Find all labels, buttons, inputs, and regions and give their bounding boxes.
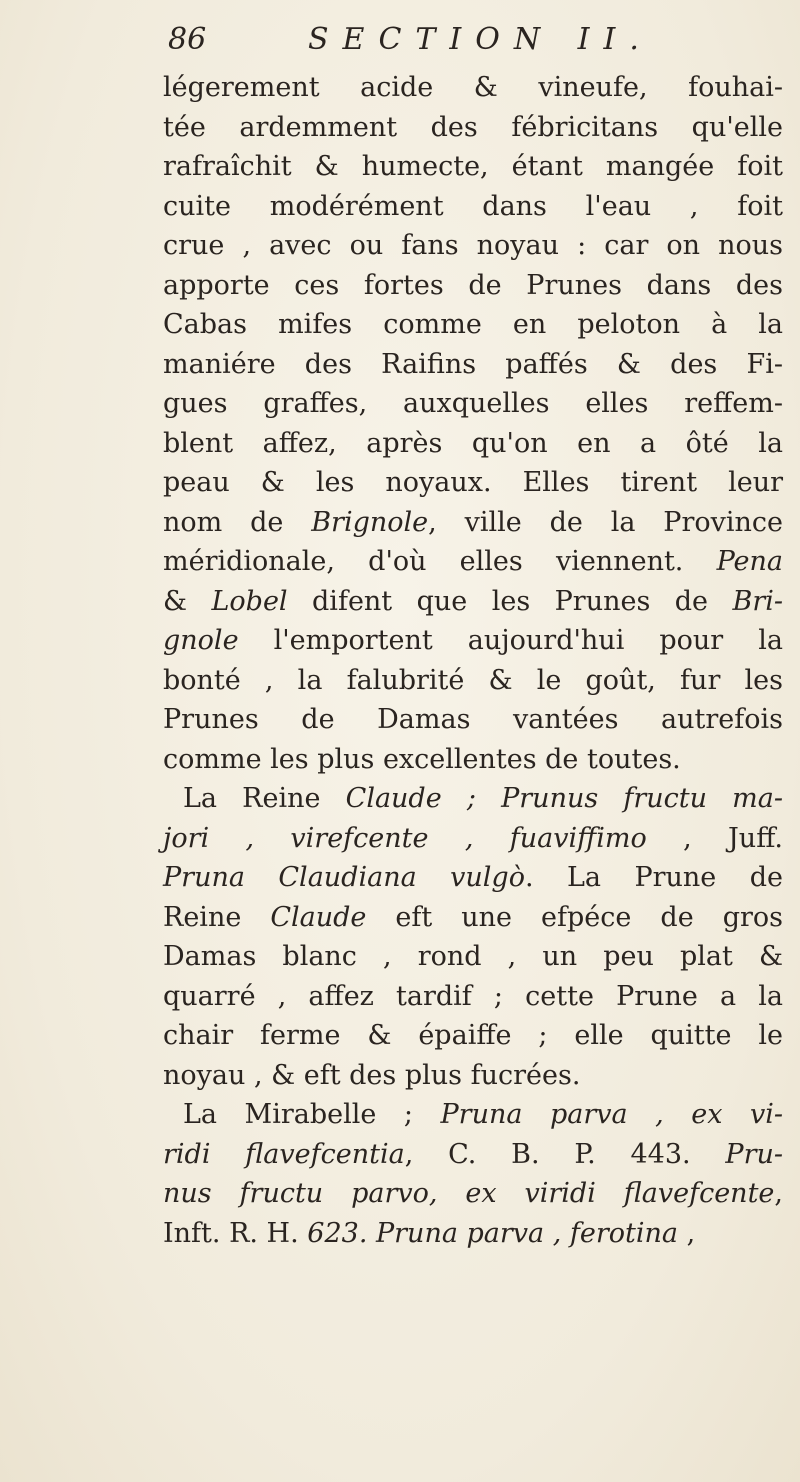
text-segment: quarré , affez tardif ; cette Prune a la bbox=[163, 980, 783, 1012]
text-segment: l'emportent aujourd'hui pour la bbox=[238, 625, 783, 656]
text-line bbox=[163, 1016, 783, 1056]
text-segment: blent affez, après qu'on en a ôté la bbox=[163, 427, 783, 459]
text-line bbox=[163, 305, 783, 345]
text-segment: & bbox=[163, 585, 212, 617]
running-head: SECTION II. bbox=[308, 22, 653, 57]
text-segment: Cabas mifes comme en peloton à la bbox=[163, 309, 783, 340]
italic-text-segment: Lobel bbox=[211, 585, 288, 617]
italic-text-segment: nus fructu parvo, ex viridi flavefcente bbox=[163, 1178, 775, 1209]
text-segment: tée ardemment des fébricitans qu'elle bbox=[163, 111, 783, 143]
italic-text-segment: jori , virefcente , fuaviffimo bbox=[163, 822, 647, 854]
text-segment: La Reine bbox=[183, 783, 346, 814]
text-line bbox=[163, 740, 783, 780]
text-line bbox=[163, 1174, 783, 1214]
italic-text-segment: Pru- bbox=[725, 1138, 784, 1170]
italic-text-segment: Pruna Claudiana vulgò bbox=[163, 862, 525, 893]
text-line bbox=[163, 503, 783, 543]
text-segment: , bbox=[678, 1217, 696, 1249]
text-line bbox=[163, 147, 783, 187]
text-segment: , Juff. bbox=[646, 822, 783, 854]
text-line bbox=[163, 937, 783, 977]
page-number: 86 bbox=[168, 22, 207, 57]
text-line bbox=[163, 68, 783, 108]
text-line bbox=[163, 661, 783, 701]
text-line bbox=[163, 858, 783, 898]
text-segment: Damas blanc , rond , un peu plat & bbox=[163, 941, 783, 972]
italic-text-segment: ridi flavefcentia bbox=[163, 1138, 405, 1170]
text-segment: maniére des Raifins paffés & des Fi- bbox=[163, 348, 783, 380]
text-segment: eft une efpéce de gros bbox=[366, 901, 783, 933]
text-line bbox=[163, 226, 783, 266]
text-segment: Inft. R. H. bbox=[163, 1217, 308, 1249]
text-line bbox=[163, 977, 783, 1017]
text-line bbox=[163, 1056, 783, 1096]
text-line bbox=[163, 779, 783, 819]
text-segment: rafraîchit & humecte, étant mangée foit bbox=[163, 151, 783, 182]
text-segment: Prunes de Damas vantées autrefois bbox=[163, 704, 783, 735]
text-line bbox=[163, 819, 783, 859]
text-segment: , bbox=[774, 1178, 783, 1209]
page-header bbox=[168, 22, 653, 66]
text-segment: gues graffes, auxquelles elles reffem- bbox=[163, 388, 783, 419]
text-segment: Reine bbox=[163, 901, 271, 933]
italic-text-segment: Claude bbox=[270, 901, 367, 933]
text-segment: crue , avec ou fans noyau : car on nous bbox=[163, 230, 783, 261]
text-segment: méridionale, d'où elles viennent. bbox=[163, 546, 717, 577]
text-line bbox=[163, 898, 783, 938]
text-line bbox=[163, 1214, 783, 1254]
text-line bbox=[163, 621, 783, 661]
text-line bbox=[163, 187, 783, 227]
text-segment: apporte ces fortes de Prunes dans des bbox=[163, 269, 783, 301]
italic-text-segment: Brignole bbox=[311, 506, 429, 538]
text-line bbox=[163, 1135, 783, 1175]
text-segment: , C. B. P. 443. bbox=[404, 1138, 726, 1170]
text-line bbox=[163, 424, 783, 464]
text-line bbox=[163, 700, 783, 740]
text-segment: noyau , & eft des plus fucrées. bbox=[163, 1059, 581, 1091]
text-line bbox=[163, 542, 783, 582]
italic-text-segment: Bri- bbox=[732, 585, 783, 617]
italic-text-segment: Pruna parva , ex vi- bbox=[440, 1099, 784, 1130]
text-segment: nom de bbox=[163, 506, 312, 538]
italic-text-segment: Pena bbox=[716, 546, 783, 577]
text-segment: comme les plus excellentes de toutes. bbox=[163, 743, 681, 775]
text-segment: , ville de la Province bbox=[428, 506, 783, 538]
text-line bbox=[163, 1095, 783, 1135]
text-segment: légerement acide & vineufe, fouhai- bbox=[163, 72, 783, 103]
text-segment: cuite modérément dans l'eau , foit bbox=[163, 190, 783, 222]
italic-text-segment: gnole bbox=[163, 625, 239, 656]
italic-text-segment: 623. Pruna parva , ferotina bbox=[307, 1217, 679, 1249]
text-segment: difent que les Prunes de bbox=[287, 585, 733, 617]
text-line bbox=[163, 345, 783, 385]
text-segment: La Mirabelle ; bbox=[183, 1099, 441, 1130]
text-line bbox=[163, 108, 783, 148]
text-line bbox=[163, 463, 783, 503]
text-segment: . La Prune de bbox=[524, 862, 783, 893]
text-line bbox=[163, 266, 783, 306]
body-text bbox=[163, 68, 783, 1253]
italic-text-segment: Claude ; Prunus fructu ma- bbox=[345, 783, 783, 814]
text-segment: chair ferme & épaiffe ; elle quitte le bbox=[163, 1020, 783, 1051]
text-segment: peau & les noyaux. Elles tirent leur bbox=[163, 467, 783, 498]
text-line bbox=[163, 384, 783, 424]
text-segment: bonté , la falubrité & le goût, fur les bbox=[163, 664, 783, 696]
text-line bbox=[163, 582, 783, 622]
